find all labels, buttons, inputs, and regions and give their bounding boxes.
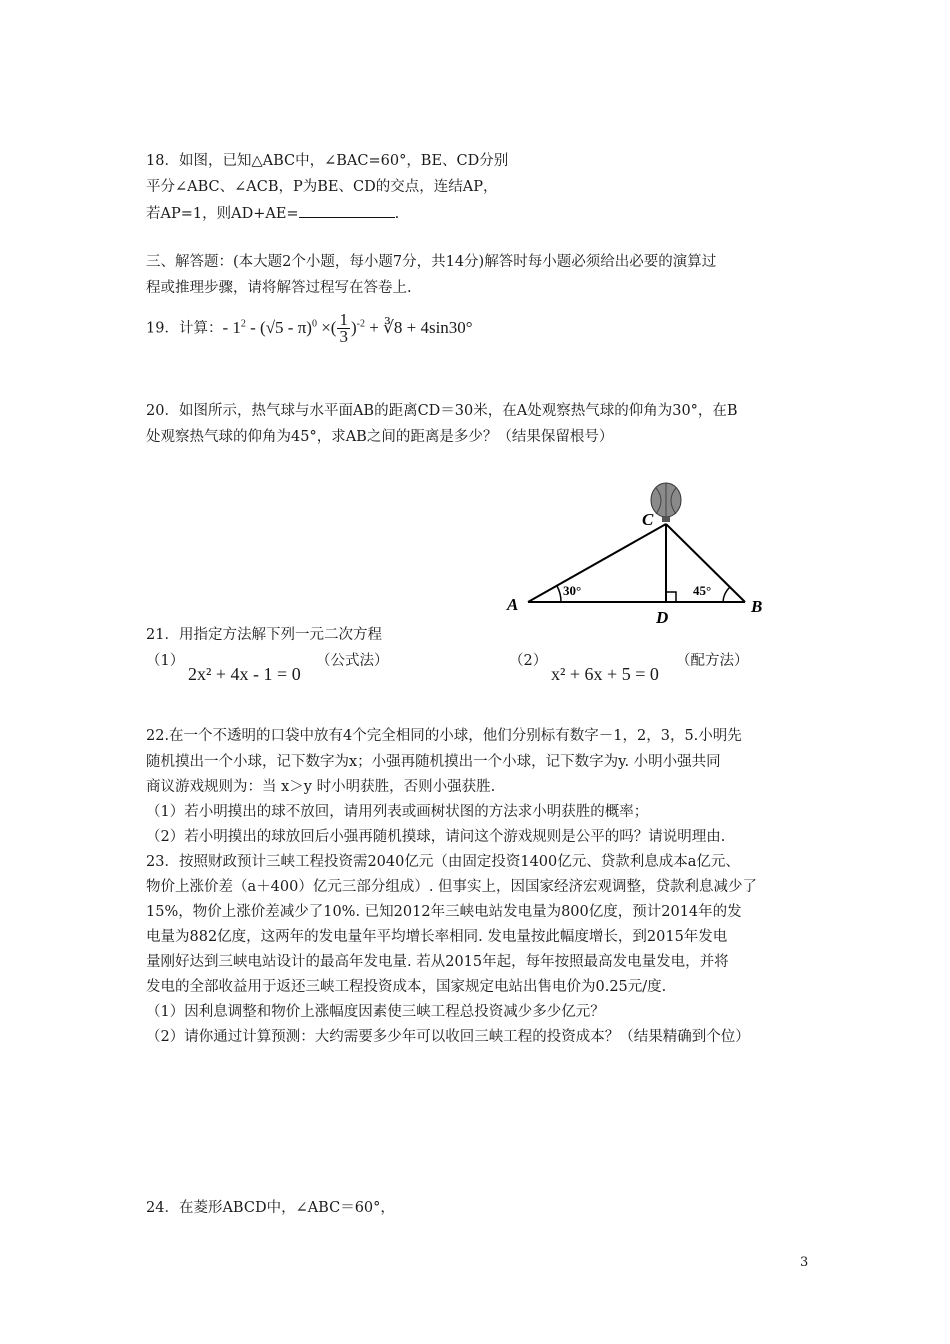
q23-line4: 电量为882亿度，这两年的发电量年平均增长率相同. 发电量按此幅度增长，到2015年发电 — [146, 929, 728, 945]
q19-label: 19．计算： — [146, 320, 223, 337]
q23-line2: 物价上涨价差（a＋400）亿元三部分组成）. 但事实上，因国家经济宏观调整，贷款利息减少了 — [146, 879, 758, 895]
q18-line3-prefix: 若AP=1，则AD+AE= — [146, 206, 299, 222]
q19-exp3: -2 — [356, 318, 365, 329]
q22-line4: （1）若小明摸出的球不放回，请用列表或画树状图的方法求小明获胜的概率； — [146, 804, 649, 820]
q23-line7: （1）因利息调整和物价上涨幅度因素使三峡工程总投资减少多少亿元？ — [146, 1004, 605, 1020]
q21-p2-equation: x² + 6x + 5 = 0 — [551, 664, 659, 684]
q20-line1: 20．如图所示，热气球与水平面AB的距离CD＝30米，在A处观察热气球的仰角为30°，在B — [146, 403, 738, 419]
angle-a-arc — [557, 586, 561, 602]
answer-blank — [299, 203, 395, 218]
label-d: D — [656, 608, 669, 627]
q19-exp1: 2 — [240, 318, 246, 329]
q23-line5: 量刚好达到三峡电站设计的最高年发电量. 若从2015年起，每年按照最高发电量发电，并将 — [146, 954, 729, 970]
q19-term5: + ∛8 + 4sin30° — [364, 317, 473, 337]
q22-line3: 商议游戏规则为：当 x＞y 时小明获胜，否则小强获胜. — [146, 779, 496, 795]
q19-fraction — [337, 312, 350, 345]
q22-line2: 随机摸出一个小球，记下数字为x；小强再随机摸出一个小球，记下数字为y. 小明小强共同 — [146, 754, 721, 770]
right-angle-mark — [666, 592, 676, 602]
q19-term4: ) — [350, 317, 357, 337]
q21-title: 21．用指定方法解下列一元二次方程 — [146, 627, 382, 643]
angle-a-label: 30° — [563, 583, 582, 598]
q21-p2-method: （配方法） — [676, 653, 749, 669]
q18-line3 — [146, 203, 399, 224]
balloon-triangle-figure — [495, 478, 785, 628]
q23-line3: 15%，物价上涨价差减少了10%. 已知2012年三峡电站发电量为800亿度，预计2014年的发 — [146, 904, 742, 920]
q19-frac-den: 3 — [339, 327, 348, 347]
q19-exp2: 0 — [311, 318, 317, 329]
q24-line1: 24．在菱形ABCD中，∠ABC＝60°， — [146, 1200, 395, 1216]
hot-air-balloon-icon — [651, 483, 681, 522]
section3-line1: 三、解答题：(本大题2个小题，每小题7分，共14分)解答时每小题必须给出必要的演算过 — [146, 254, 717, 270]
q21-p2-label: （2） — [509, 653, 548, 669]
q23-line1: 23．按照财政预计三峡工程投资需2040亿元（由固定投资1400亿元、贷款利息成本a亿元、 — [146, 854, 740, 870]
q21-p1-method: （公式法） — [316, 653, 389, 669]
angle-b-arc — [723, 587, 730, 602]
q23-line8: （2）请你通过计算预测：大约需要多少年可以收回三峡工程的投资成本？（结果精确到个位） — [146, 1029, 750, 1045]
q18-line3-suffix: . — [394, 206, 400, 222]
q21-p1-equation: 2x² + 4x - 1 = 0 — [188, 664, 301, 684]
q19-term2: - (√5 - π) — [245, 317, 312, 337]
q19-frac-num: 1 — [339, 310, 348, 330]
label-a: A — [507, 595, 519, 614]
label-b: B — [751, 597, 763, 616]
side-ac — [528, 524, 666, 602]
q18-line2: 平分∠ABC、∠ACB，P为BE、CD的交点，连结AP， — [146, 179, 498, 195]
page-number: 3 — [800, 1255, 809, 1270]
q18-line1: 18．如图，已知△ABC中，∠BAC=60°，BE、CD分别 — [146, 153, 509, 169]
section3-line2: 程或推理步骤，请将解答过程写在答卷上. — [146, 280, 412, 296]
q19-expression — [146, 310, 473, 345]
label-c: C — [642, 510, 654, 529]
q20-line2: 处观察热气球的仰角为45°，求AB之间的距离是多少？（结果保留根号） — [146, 429, 614, 445]
q19-term1: - 1 — [222, 317, 241, 337]
q22-line5: （2）若小明摸出的球放回后小强再随机摸球，请问这个游戏规则是公平的吗？请说明理由. — [146, 829, 726, 845]
q21-p1-label: （1） — [146, 653, 185, 669]
angle-b-label: 45° — [693, 583, 712, 598]
q23-line6: 发电的全部收益用于返还三峡工程投资成本，国家规定电站出售电价为0.25元/度. — [146, 979, 667, 995]
q22-line1: 22.在一个不透明的口袋中放有4个完全相同的小球，他们分别标有数字－1，2，3，5.小明先 — [146, 728, 742, 744]
q19-term3: ×( — [316, 317, 337, 337]
